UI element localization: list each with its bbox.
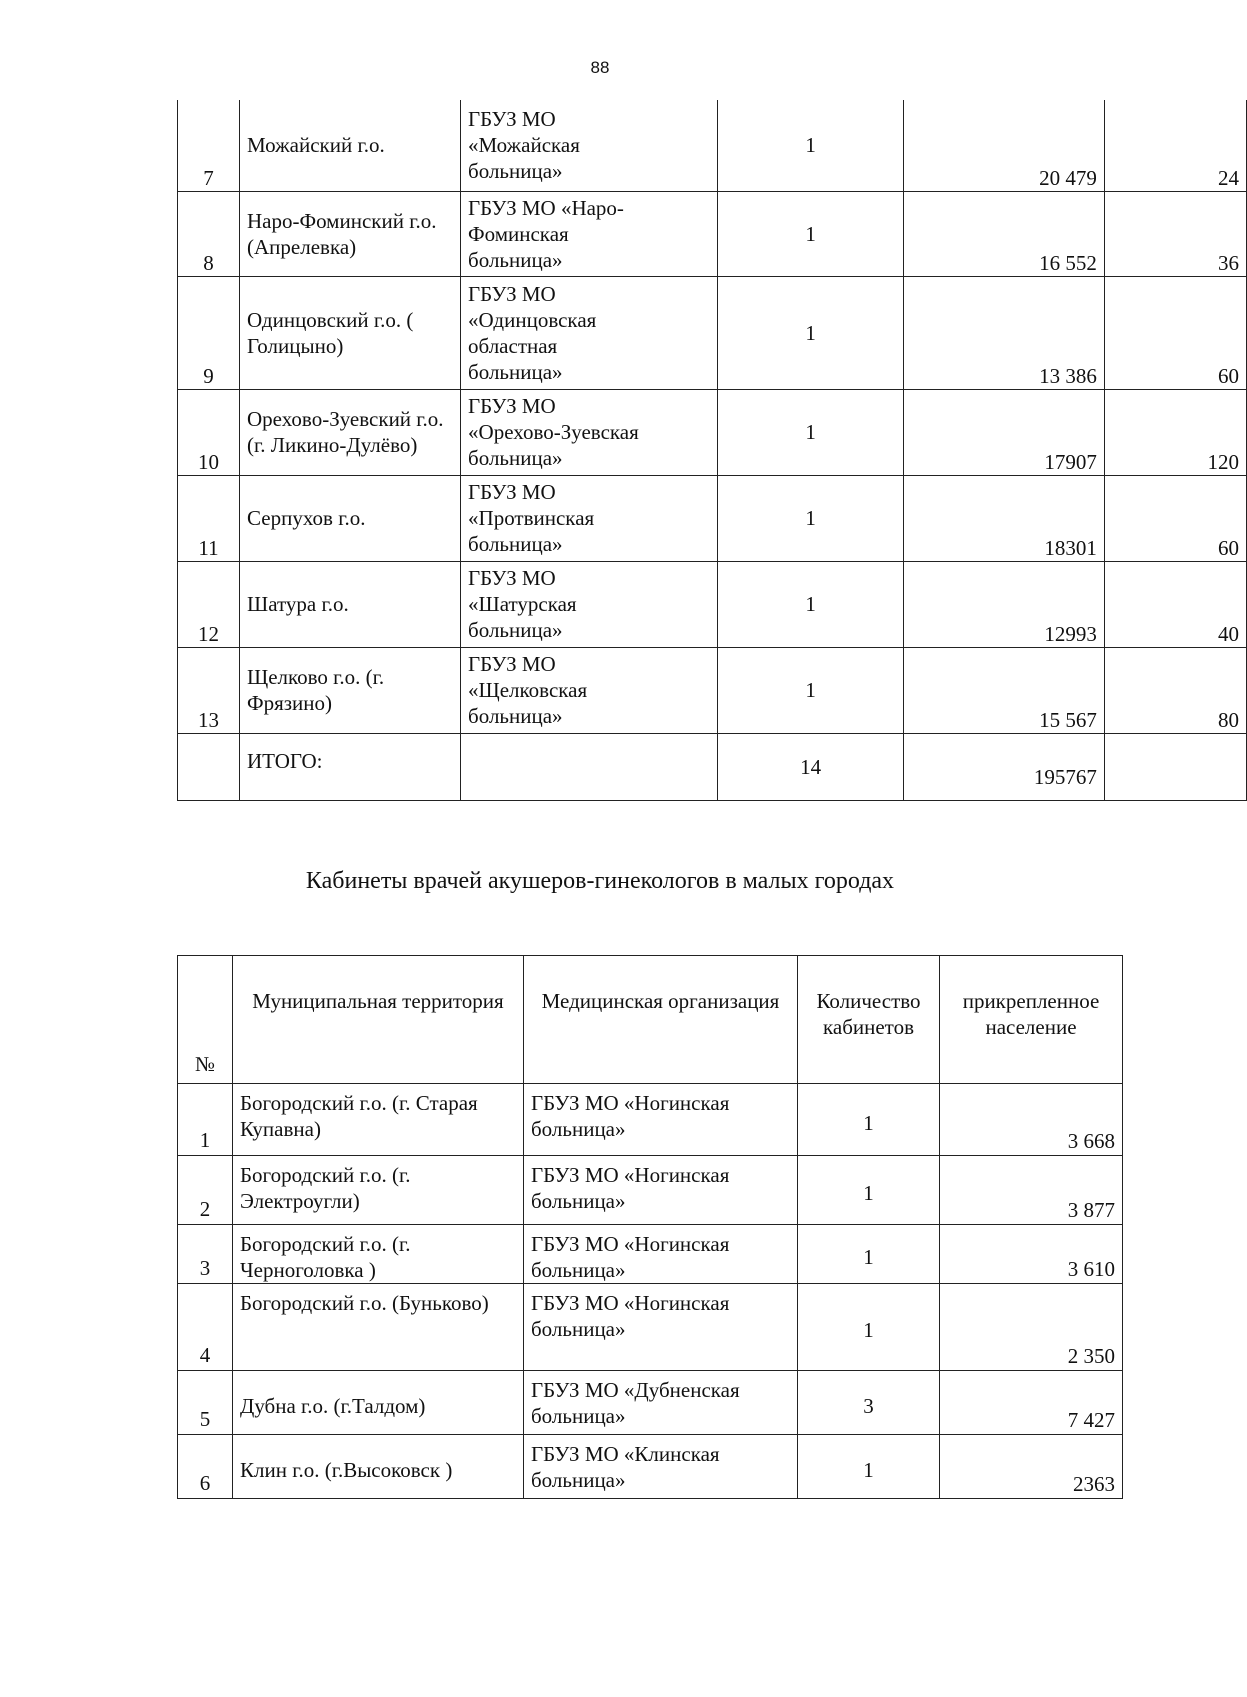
count-cell: 3: [798, 1371, 940, 1435]
count-cell: 1: [798, 1435, 940, 1499]
count-cell: 1: [718, 475, 904, 561]
territory-cell: Богородский г.о. (г. Старая Купавна): [233, 1084, 524, 1156]
population-cell: 3 610: [940, 1225, 1123, 1284]
row-number: 5: [178, 1371, 233, 1435]
number-header: №: [178, 956, 233, 1084]
row-number: 6: [178, 1435, 233, 1499]
org-line: ГБУЗ МО: [468, 652, 556, 676]
territory-cell: Богородский г.о. (г. Черноголовка ): [233, 1225, 524, 1284]
row-number: 7: [178, 100, 240, 191]
count-cell: 1: [718, 561, 904, 647]
organization-cell: [461, 647, 718, 733]
territory-cell: Богородский г.о. (г. Электроугли): [233, 1156, 524, 1225]
territory-cell: Шатура г.о.: [240, 561, 461, 647]
distance-cell: 120: [1104, 389, 1246, 475]
header-row: [178, 956, 1123, 1084]
total-population: 195767: [904, 733, 1105, 800]
org-line: ГБУЗ МО: [468, 480, 556, 504]
org-line: «Щелковская: [468, 678, 588, 702]
population-cell: 16 552: [904, 191, 1105, 276]
count-cell: 1: [718, 276, 904, 389]
row-number: 8: [178, 191, 240, 276]
territory-cell: Клин г.о. (г.Высоковск ): [233, 1435, 524, 1499]
territory-cell: Богородский г.о. (Буньково): [233, 1284, 524, 1371]
organization-cell: ГБУЗ МО «Дубненская больница»: [524, 1371, 798, 1435]
continuation-table: [177, 100, 1247, 801]
table-row: [178, 475, 1247, 561]
count-header: Количество кабинетов: [798, 956, 940, 1084]
count-cell: 1: [718, 647, 904, 733]
organization-cell: [461, 191, 718, 276]
organization-cell: ГБУЗ МО «Ногинская больница»: [524, 1284, 798, 1371]
organization-cell: [461, 276, 718, 389]
organization-cell: ГБУЗ МО «Ногинская больница»: [524, 1225, 798, 1284]
table-row: [178, 561, 1247, 647]
count-cell: 1: [798, 1225, 940, 1284]
organization-cell: ГБУЗ МО «Ногинская больница»: [524, 1156, 798, 1225]
section-heading: Кабинеты врачей акушеров-гинекологов в малых городах: [305, 868, 895, 894]
row-number: 12: [178, 561, 240, 647]
organization-cell: ГБУЗ МО «Клинская больница»: [524, 1435, 798, 1499]
row-number: 2: [178, 1156, 233, 1225]
org-line: Фоминская: [468, 221, 569, 246]
org-line: больница»: [468, 532, 563, 556]
count-cell: 1: [718, 389, 904, 475]
org-line: областная: [468, 333, 558, 358]
table-row: [178, 1371, 1123, 1435]
row-number: 10: [178, 389, 240, 475]
org-line: больница»: [468, 618, 563, 642]
org-line: ГБУЗ МО: [468, 281, 556, 306]
count-cell: 1: [718, 191, 904, 276]
organization-cell: [461, 561, 718, 647]
row-number: 11: [178, 475, 240, 561]
count-cell: 1: [798, 1284, 940, 1371]
organization-cell: ГБУЗ МО «Ногинская больница»: [524, 1084, 798, 1156]
population-cell: 12993: [904, 561, 1105, 647]
population-cell: 3 668: [940, 1084, 1123, 1156]
distance-cell: 24: [1104, 100, 1246, 191]
distance-cell: 60: [1104, 276, 1246, 389]
population-cell: 20 479: [904, 100, 1105, 191]
org-line: больница»: [468, 159, 563, 184]
org-line: больница»: [468, 446, 563, 470]
organization-cell: [461, 475, 718, 561]
total-row: [178, 733, 1247, 800]
distance-cell: 36: [1104, 191, 1246, 276]
territory-cell: Щелково г.о. (г. Фрязино): [240, 647, 461, 733]
count-cell: 1: [798, 1156, 940, 1225]
population-cell: 2 350: [940, 1284, 1123, 1371]
territory-cell: Серпухов г.о.: [240, 475, 461, 561]
total-count: 14: [718, 733, 904, 800]
population-cell: 17907: [904, 389, 1105, 475]
row-number: 1: [178, 1084, 233, 1156]
empty-cell: [1104, 733, 1246, 800]
table-row: [178, 1156, 1123, 1225]
table-row: [178, 1225, 1123, 1284]
table-row: [178, 100, 1247, 191]
page-number: 88: [590, 58, 610, 77]
org-line: ГБУЗ МО: [468, 566, 556, 590]
territory-cell: Дубна г.о. (г.Талдом): [233, 1371, 524, 1435]
org-line: больница»: [468, 359, 563, 384]
org-line: «Одинцовская: [468, 307, 597, 332]
organization-cell: [461, 100, 718, 191]
total-label: ИТОГО:: [240, 733, 461, 800]
table-row: [178, 389, 1247, 475]
population-cell: 13 386: [904, 276, 1105, 389]
count-cell: 1: [718, 100, 904, 191]
table-row: [178, 276, 1247, 389]
territory-cell: Одинцовский г.о. ( Голицыно): [240, 276, 461, 389]
population-cell: 15 567: [904, 647, 1105, 733]
population-cell: 3 877: [940, 1156, 1123, 1225]
population-cell: 2363: [940, 1435, 1123, 1499]
gynecology-offices-table: [177, 955, 1123, 1499]
row-number: 13: [178, 647, 240, 733]
table-row: [178, 647, 1247, 733]
org-line: больница»: [468, 704, 563, 728]
distance-cell: 80: [1104, 647, 1246, 733]
org-line: ГБУЗ МО: [468, 107, 556, 132]
organization-header: Медицинская организация: [524, 956, 798, 1084]
organization-cell: [461, 389, 718, 475]
territory-cell: Орехово-Зуевский г.о. (г. Ликино-Дулёво): [240, 389, 461, 475]
org-line: «Можайская: [468, 133, 580, 158]
org-line: ГБУЗ МО: [468, 394, 556, 418]
table-row: [178, 191, 1247, 276]
population-cell: 7 427: [940, 1371, 1123, 1435]
table-row: [178, 1435, 1123, 1499]
org-line: больница»: [468, 247, 563, 272]
distance-cell: 40: [1104, 561, 1246, 647]
territory-cell: Наро-Фоминский г.о. (Апрелевка): [240, 191, 461, 276]
org-line: ГБУЗ МО «Наро-: [468, 195, 624, 220]
org-line: «Протвинская: [468, 506, 595, 530]
empty-cell: [178, 733, 240, 800]
table-row: [178, 1284, 1123, 1371]
territory-cell: Можайский г.о.: [240, 100, 461, 191]
population-header: прикрепленное население: [940, 956, 1123, 1084]
org-line: «Шатурская: [468, 592, 577, 616]
row-number: 3: [178, 1225, 233, 1284]
empty-cell: [461, 733, 718, 800]
org-line: «Орехово-Зуевская: [468, 420, 639, 444]
row-number: 9: [178, 276, 240, 389]
territory-header: Муниципальная территория: [233, 956, 524, 1084]
distance-cell: 60: [1104, 475, 1246, 561]
count-cell: 1: [798, 1084, 940, 1156]
table-row: [178, 1084, 1123, 1156]
row-number: 4: [178, 1284, 233, 1371]
population-cell: 18301: [904, 475, 1105, 561]
